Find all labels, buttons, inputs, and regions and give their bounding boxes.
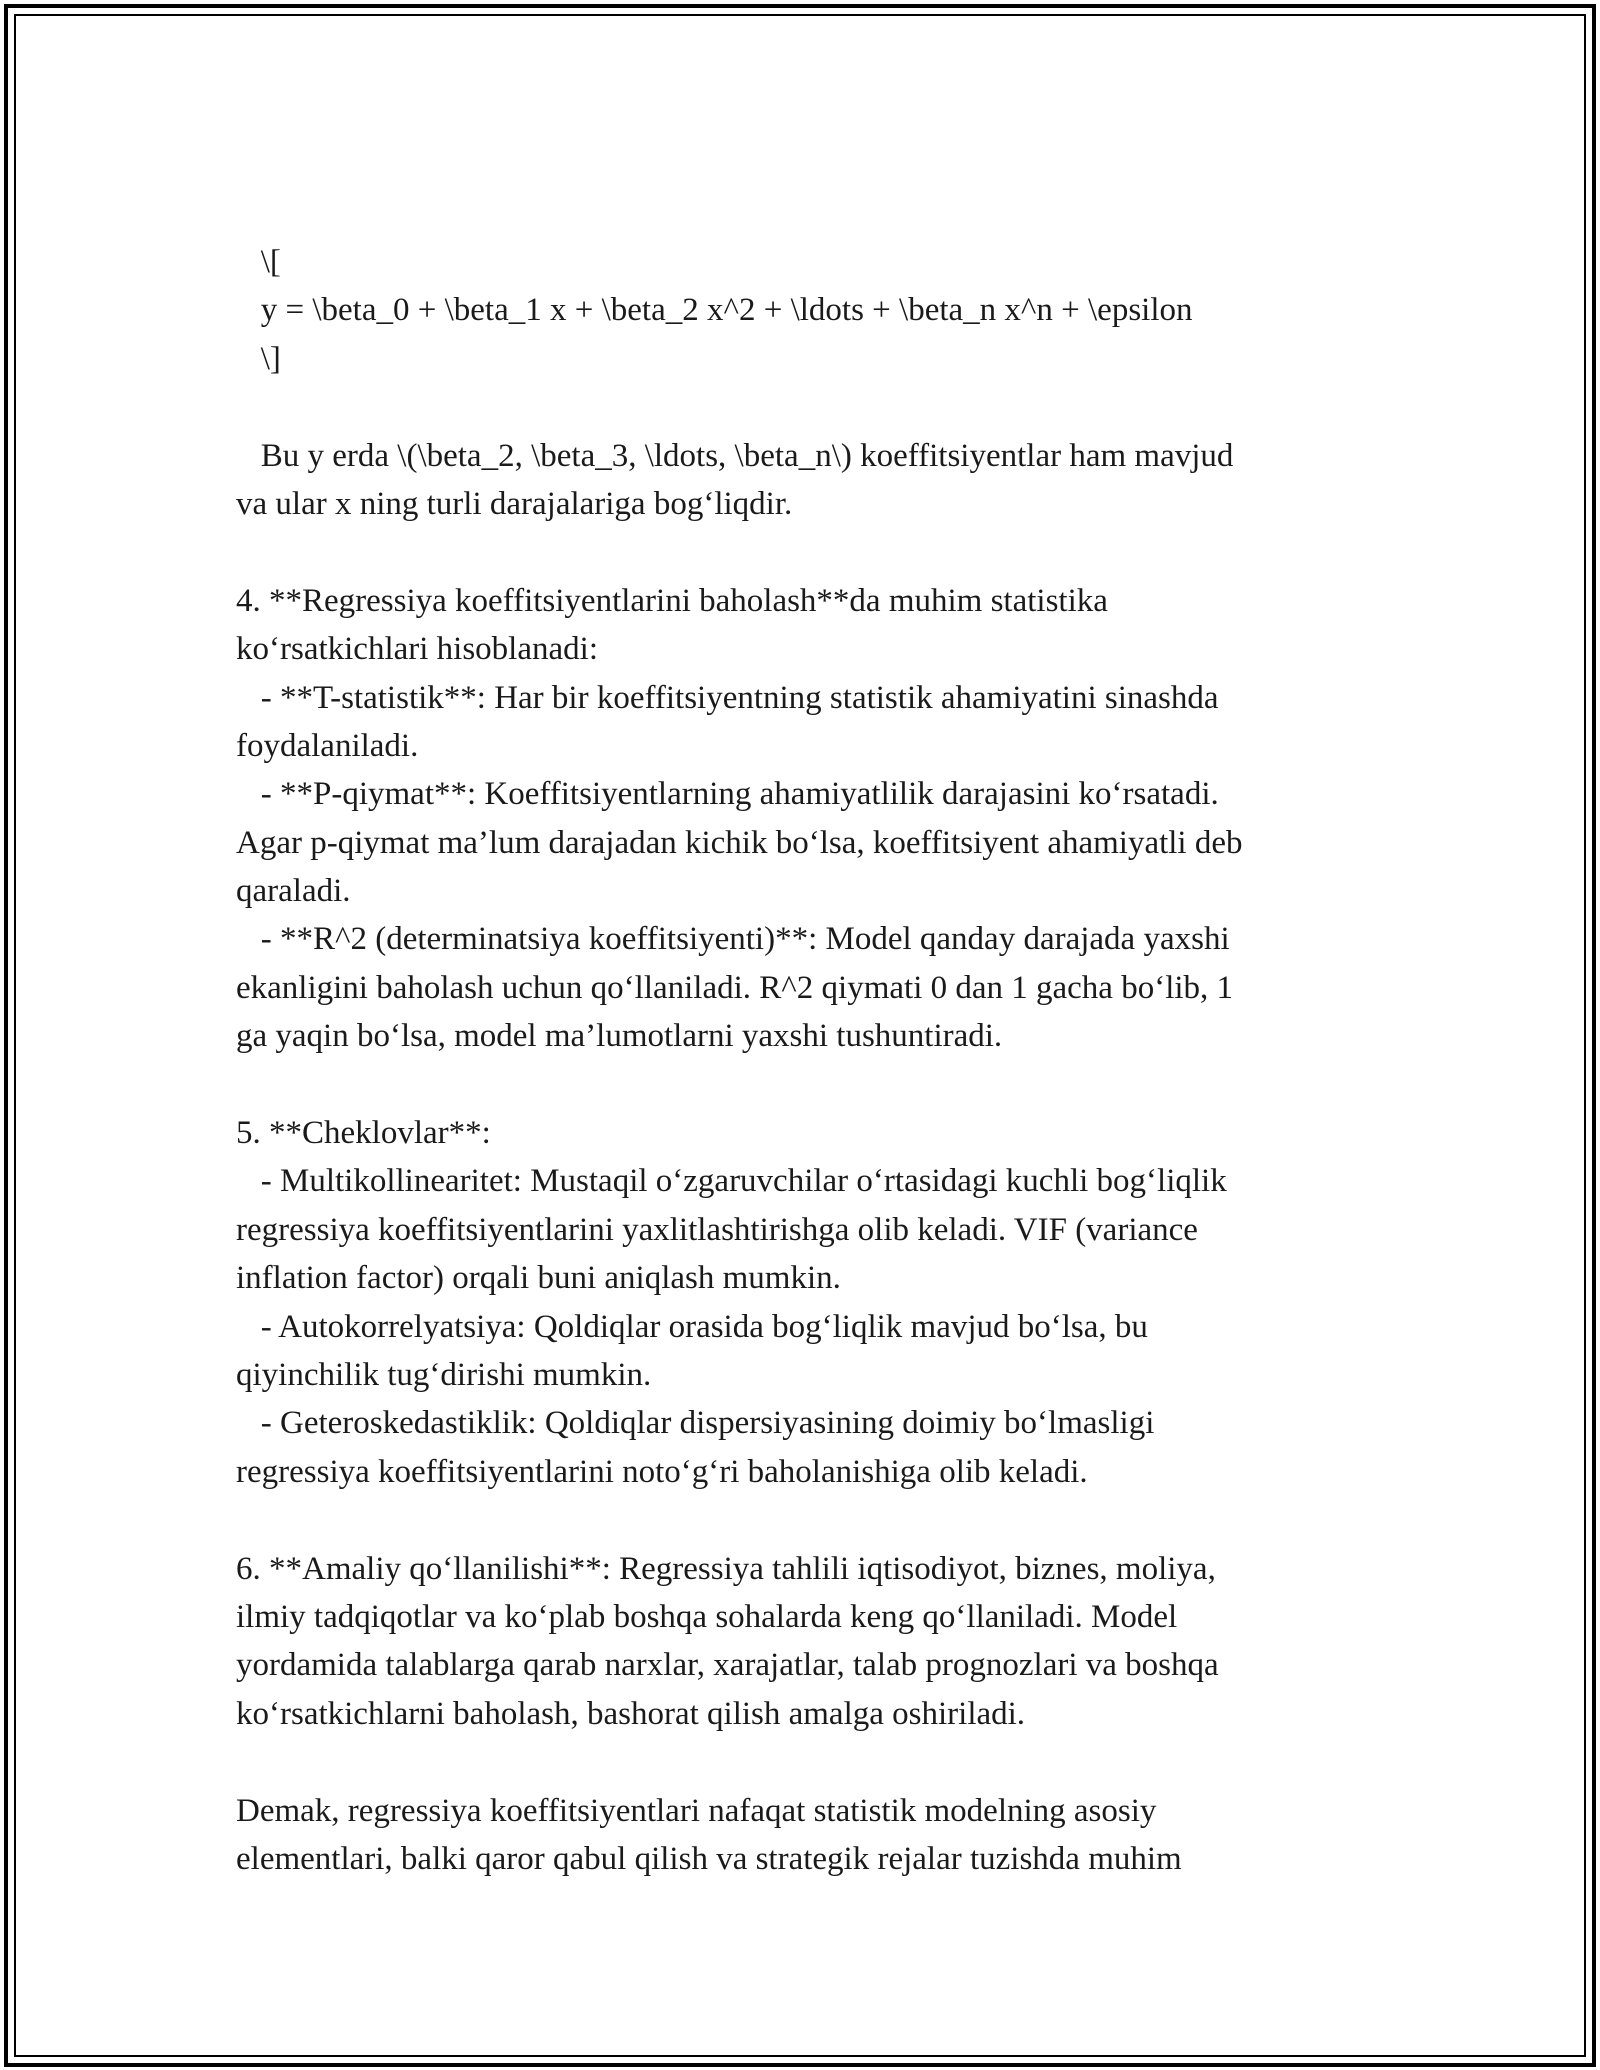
paragraph-line: foydalaniladi. [236,727,419,764]
blank-line [236,1738,1366,1786]
paragraph-line: ekanligini baholash uchun qo‘llaniladi. R^2 qiymati 0 dan 1 gacha bo‘lib, 1 [236,969,1234,1006]
equation-open: \[ [236,244,281,280]
list-item-multicollinearity: - Multikollinearitet: Mustaqil o‘zgaruvchilar o‘rtasidagi kuchli bog‘liqlik [236,1163,1227,1200]
blank-line [236,1061,1366,1109]
conclusion-line: Demak, regressiya koeffitsiyentlari nafaqat statistik modelning asosiy [236,1792,1157,1829]
equation-close: \] [236,340,281,377]
paragraph-line: yordamida talablarga qarab narxlar, xarajatlar, talab prognozlari va boshqa [236,1647,1219,1684]
equation-body: y = \beta_0 + \beta_1 x + \beta_2 x^2 + \ldots + \beta_n x^n + \epsilon [236,292,1193,329]
paragraph-line: Agar p-qiymat ma’lum darajadan kichik bo‘lsa, koeffitsiyent ahamiyatli deb [236,824,1243,861]
section-6-heading: 6. **Amaliy qo‘llanilishi**: Regressiya tahlili iqtisodiyot, biznes, moliya, [236,1550,1216,1587]
document-body [236,238,1366,1883]
list-item-t-statistic: - **T-statistik**: Har bir koeffitsiyentning statistik ahamiyatini sinashda [236,679,1219,716]
section-5-heading: 5. **Cheklovlar**: [236,1115,491,1152]
blank-line [236,528,1366,576]
paragraph-line: inflation factor) orqali buni aniqlash mumkin. [236,1260,841,1297]
paragraph-line: Bu y erda \(\beta_2, \beta_3, \ldots, \beta_n\) koeffitsiyentlar ham mavjud [236,437,1234,474]
paragraph-line: qaraladi. [236,873,351,910]
paragraph-line: qiyinchilik tug‘dirishi mumkin. [236,1356,652,1393]
paragraph-line: regressiya koeffitsiyentlarini noto‘g‘ri baholanishiga olib keladi. [236,1453,1088,1490]
paragraph-line: ko‘rsatkichlarni baholash, bashorat qilish amalga oshiriladi. [236,1695,1026,1732]
paragraph-line: ga yaqin bo‘lsa, model ma’lumotlarni yaxshi tushuntiradi. [236,1018,1003,1055]
paragraph-line: ko‘rsatkichlari hisoblanadi: [236,631,598,668]
list-item-r-squared: - **R^2 (determinatsiya koeffitsiyenti)**: Model qanday darajada yaxshi [236,921,1230,958]
paragraph-line: regressiya koeffitsiyentlarini yaxlitlashtirishga olib keladi. VIF (variance [236,1211,1198,1248]
list-item-p-value: - **P-qiymat**: Koeffitsiyentlarning ahamiyatlilik darajasini ko‘rsatadi. [236,776,1219,813]
conclusion-line: elementlari, balki qaror qabul qilish va strategik rejalar tuzishda muhim [236,1840,1182,1877]
section-4-heading: 4. **Regressiya koeffitsiyentlarini baholash**da muhim statistika [236,582,1108,619]
list-item-heteroskedasticity: - Geteroskedastiklik: Qoldiqlar dispersiyasining doimiy bo‘lmasligi [236,1405,1155,1442]
blank-line [236,1496,1366,1544]
paragraph-line: ilmiy tadqiqotlar va ko‘plab boshqa sohalarda keng qo‘llaniladi. Model [236,1598,1178,1635]
blank-line [236,383,1366,431]
list-item-autocorrelation: - Autokorrelyatsiya: Qoldiqlar orasida bog‘liqlik mavjud bo‘lsa, bu [236,1308,1148,1345]
paragraph-line: va ular x ning turli darajalariga bog‘liqdir. [236,485,793,522]
